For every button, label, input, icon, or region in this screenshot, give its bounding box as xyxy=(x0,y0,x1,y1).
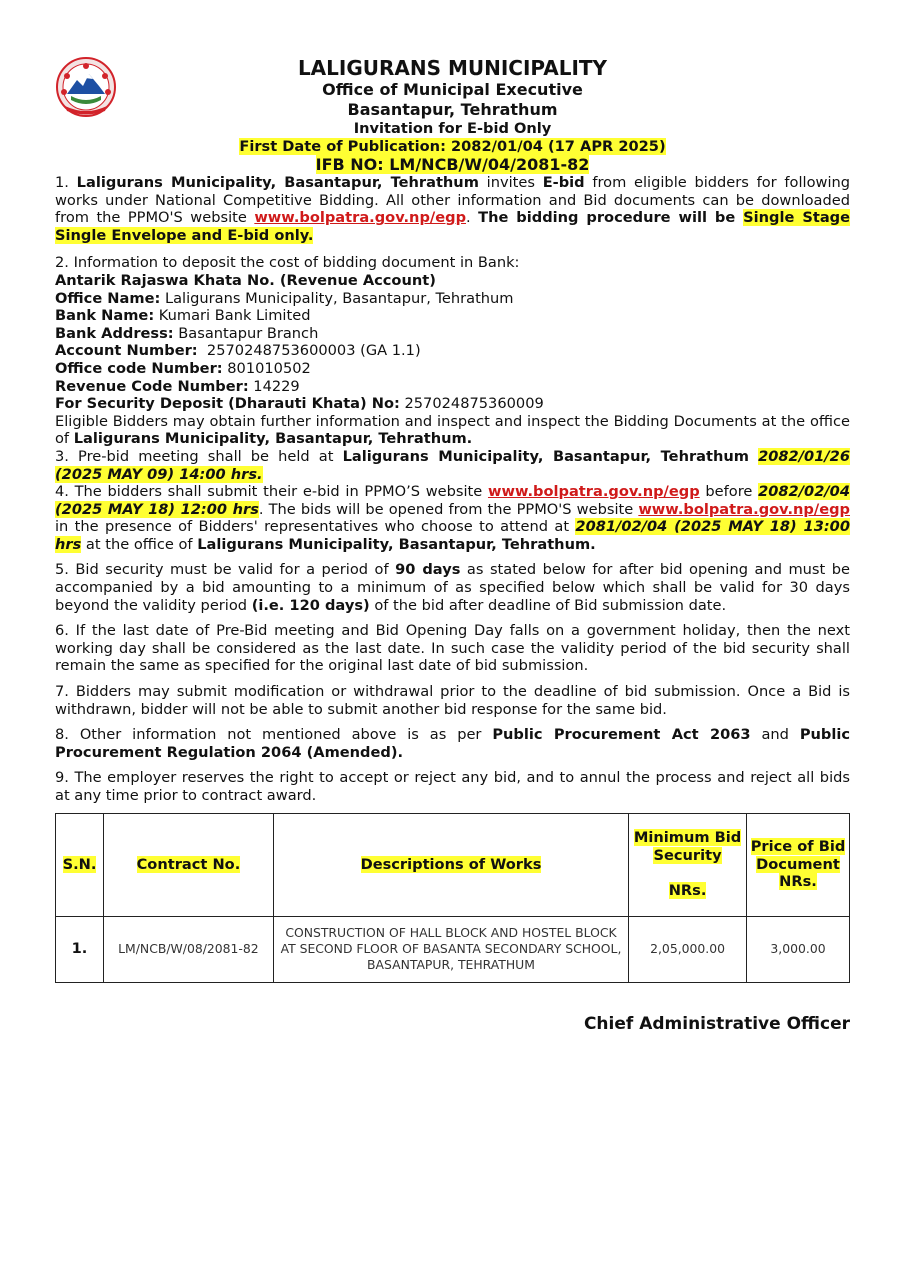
bank-intro: 2. Information to deposit the cost of bidding document in Bank: xyxy=(55,254,520,272)
ifb-number: IFB NO: LM/NCB/W/04/2081-82 xyxy=(315,155,590,174)
field-label: Bank Address: xyxy=(55,324,174,342)
field-label: Revenue Code Number: xyxy=(55,377,249,395)
notice-header xyxy=(55,56,850,174)
cell-document-price: 3,000.00 xyxy=(747,916,850,982)
table-row xyxy=(56,916,850,982)
cell-bid-security: 2,05,000.00 xyxy=(629,916,747,982)
text: in the presence of Bidders' representatives who choose to attend at xyxy=(55,518,576,536)
procedure-highlight: Single Stage Single Envelope and E-bid only. xyxy=(55,209,851,244)
bank-field xyxy=(55,342,850,360)
header-text: Descriptions of Works xyxy=(360,855,542,873)
field-value: 14229 xyxy=(248,377,300,395)
field-label: Office code Number: xyxy=(55,359,223,377)
office-name: Office of Municipal Executive xyxy=(322,80,583,99)
notice-document xyxy=(55,50,850,983)
header-text: S.N. xyxy=(62,855,97,873)
org-name: Laligurans Municipality, Basantapur, Tehrathum xyxy=(76,174,479,191)
bolpatra-link[interactable]: www.bolpatra.gov.np/egp xyxy=(254,209,467,227)
text: from eligible bidders for following works under National Competitive Bidding. All other information and Bid documents can be downloaded from the PPMO'S website xyxy=(55,174,851,227)
field-label: For Security Deposit (Dharauti Khata) No: xyxy=(55,395,400,413)
act-name: Public Procurement Act 2063 xyxy=(492,726,751,744)
field-label: Office Name: xyxy=(55,289,161,307)
paragraph-1 xyxy=(55,174,850,244)
text: invites xyxy=(478,174,543,191)
paragraph-6: 6. If the last date of Pre-Bid meeting and Bid Opening Day falls on a government holiday, then the next working day shall be considered as the last date. In such case the validity period of the bid security shall remain the same as specified for the original last date of bid submission. xyxy=(55,622,850,675)
header-description xyxy=(273,813,628,916)
bank-field xyxy=(55,325,850,343)
field-value: Kumari Bank Limited xyxy=(154,307,311,325)
office-location: Basantapur, Tehrathum xyxy=(347,100,558,119)
paragraph-2 xyxy=(55,254,850,448)
field-value: Basantapur Branch xyxy=(173,324,319,342)
header-bid-security xyxy=(629,813,747,916)
text: at the office of xyxy=(81,535,198,553)
bank-field xyxy=(55,378,850,396)
procedure-text: The bidding procedure will be xyxy=(478,209,744,227)
text: . xyxy=(466,209,479,227)
bank-field xyxy=(55,395,850,413)
header-unit: NRs. xyxy=(779,873,817,891)
text xyxy=(749,448,758,465)
regulation-name: Public Procurement Regulation 2064 (Amended). xyxy=(55,726,850,761)
submission-date: 2082/02/04 (2025 MAY 18) 12:00 hrs xyxy=(55,483,850,518)
header-sn xyxy=(56,813,104,916)
opening-date: 2081/02/04 (2025 MAY 18) 13:00 hrs xyxy=(55,518,850,553)
text: . The bids will be opened from the PPMO'S website xyxy=(258,500,639,518)
org-name: Laligurans Municipality, Basantapur, Tehrathum. xyxy=(73,430,473,448)
field-label: Account Number: xyxy=(55,342,198,360)
text: as stated below for after bid opening and must be accompanied by a bid amounting to a minimum of as specified below which shall be valid for 30 days beyond the validity period xyxy=(55,561,850,614)
cell-description: CONSTRUCTION OF HALL BLOCK AND HOSTEL BLOCK AT SECOND FLOOR OF BASANTA SECONDARY SCHOOL, BASANTAPUR, TEHRATHUM xyxy=(273,916,628,982)
validity-days: 90 days xyxy=(395,561,461,579)
text: and xyxy=(750,726,800,744)
bank-field xyxy=(55,360,850,378)
invitation-heading: Invitation for E-bid Only xyxy=(353,120,552,137)
paragraph-5 xyxy=(55,561,850,614)
bolpatra-link[interactable]: www.bolpatra.gov.np/egp xyxy=(487,483,700,501)
ebid-text: E-bid xyxy=(542,174,585,191)
text: 5. Bid security must be valid for a period of xyxy=(55,561,396,579)
cell-contract: LM/NCB/W/08/2081-82 xyxy=(103,916,273,982)
signatory-title: Chief Administrative Officer xyxy=(583,1014,850,1034)
publication-date: First Date of Publication: 2082/01/04 (17 APR 2025) xyxy=(239,138,666,155)
validity-total: (i.e. 120 days) xyxy=(251,596,370,614)
field-label: Bank Name: xyxy=(55,307,155,325)
header-contract xyxy=(103,813,273,916)
field-value: 2570248753600003 (GA 1.1) xyxy=(197,342,421,360)
org-name: Laligurans Municipality, Basantapur, Tehrathum xyxy=(342,447,749,465)
bank-field xyxy=(55,290,850,308)
field-value: Laligurans Municipality, Basantapur, Tehrathum xyxy=(160,289,514,307)
para-number: 1. xyxy=(55,174,69,191)
field-value: 801010502 xyxy=(222,359,311,377)
page-title: LALIGURANS MUNICIPALITY xyxy=(297,56,608,80)
header-document-price xyxy=(747,813,850,916)
eligible-text xyxy=(55,413,850,448)
field-value: 257024875360009 xyxy=(399,395,544,413)
cell-sn: 1. xyxy=(56,916,104,982)
account-heading: Antarik Rajaswa Khata No. (Revenue Account) xyxy=(55,271,436,289)
paragraph-4 xyxy=(55,483,850,553)
contract-table xyxy=(55,813,850,983)
text: before xyxy=(699,483,759,501)
org-name: Laligurans Municipality, Basantapur, Tehrathum. xyxy=(197,535,596,553)
header-text: Contract No. xyxy=(136,855,241,873)
header-unit: NRs. xyxy=(668,882,707,900)
header-text: Price of Bid Document xyxy=(750,838,846,873)
bank-field xyxy=(55,307,850,325)
paragraph-3 xyxy=(55,448,850,483)
text: Eligible Bidders may obtain further information and inspect and inspect the Bidding Documents at the office of xyxy=(55,412,850,448)
bolpatra-link[interactable]: www.bolpatra.gov.np/egp xyxy=(638,500,850,518)
header-text: Minimum Bid Security xyxy=(633,829,742,864)
paragraph-7: 7. Bidders may submit modification or withdrawal prior to the deadline of bid submission. Once a Bid is withdrawn, bidder will not be able to submit another bid response for the same bid. xyxy=(55,683,850,718)
paragraph-8 xyxy=(55,726,850,761)
text: of the bid after deadline of Bid submission date. xyxy=(369,596,727,614)
text: 3. Pre-bid meeting shall be held at xyxy=(55,447,343,465)
paragraph-9: 9. The employer reserves the right to accept or reject any bid, and to annul the process and reject all bids at any time prior to contract award. xyxy=(55,769,850,804)
text: 4. The bidders shall submit their e-bid in PPMO’S website xyxy=(55,483,488,501)
text: 8. Other information not mentioned above is as per xyxy=(55,726,493,744)
table-header-row xyxy=(56,813,850,916)
prebid-date: 2082/01/26 (2025 MAY 09) 14:00 hrs. xyxy=(55,447,850,483)
